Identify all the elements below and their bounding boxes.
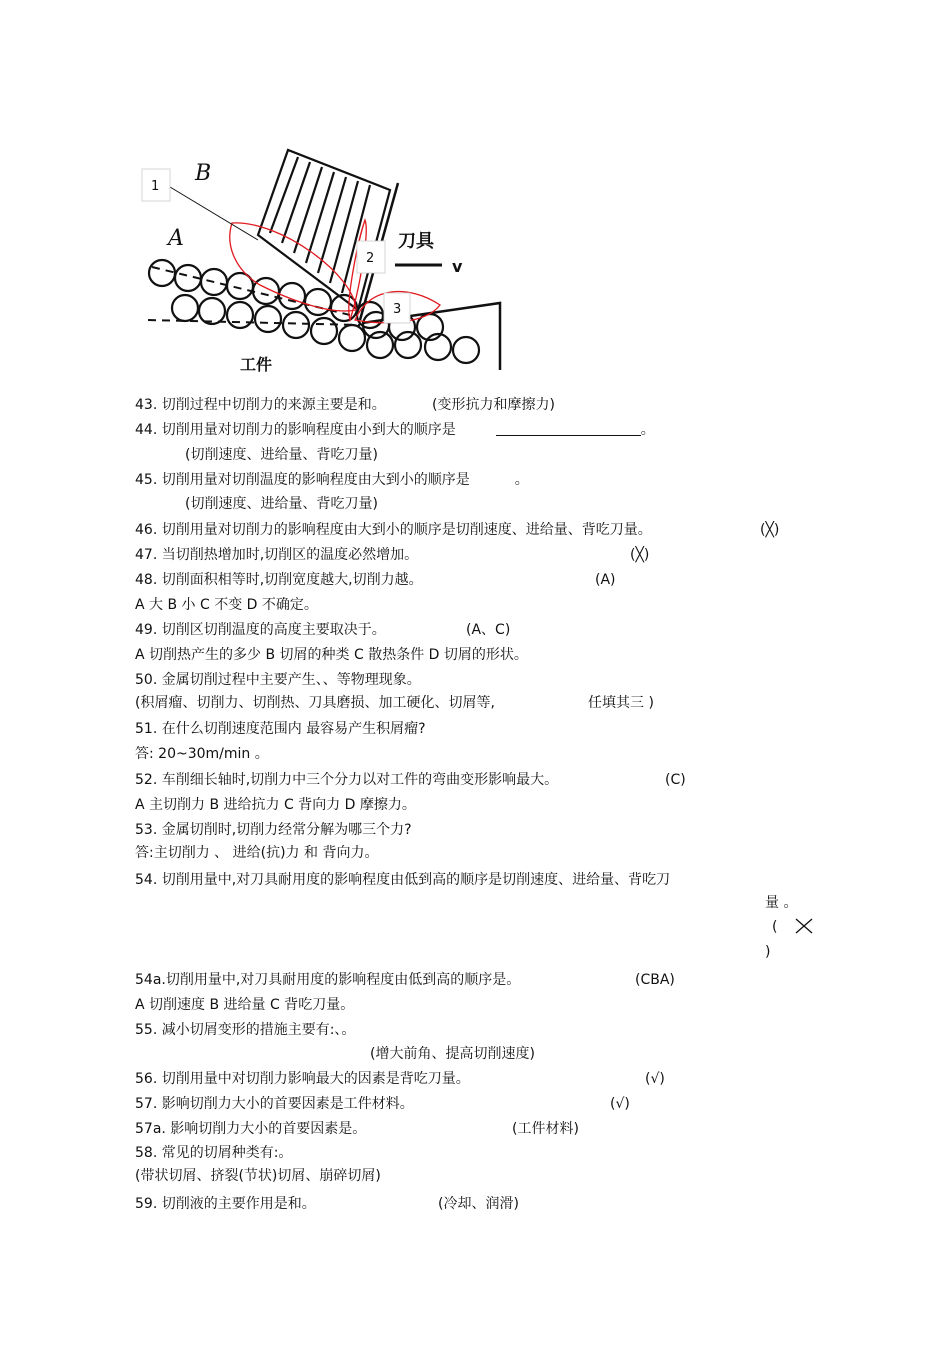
question-43: 43. 切削过程中切削力的来源主要是和。: [135, 397, 386, 413]
question-59: 59. 切削液的主要作用是和。: [135, 1196, 316, 1212]
answer-50-note: 任填其三 ): [588, 695, 654, 711]
answer-58: (带状切屑、挤裂(节状)切屑、崩碎切屑): [135, 1168, 381, 1184]
answer-45: (切削速度、进给量、背吃刀量): [185, 496, 378, 512]
tool-label: 刀具: [398, 231, 434, 252]
question-54a: 54a.切削用量中,对刀具耐用度的影响程度由低到高的顺序是。: [135, 972, 521, 988]
options-49: A 切削热产生的多少 B 切屑的种类 C 散热条件 D 切屑的形状。: [135, 647, 528, 663]
question-58: 58. 常见的切屑种类有:。: [135, 1145, 293, 1161]
answer-54a: (CBA): [635, 972, 675, 988]
answer-54-close: ): [765, 944, 771, 960]
question-44: 44. 切削用量对切削力的影响程度由小到大的顺序是 。: [135, 422, 655, 438]
question-50: 50. 金属切削过程中主要产生、、等物理现象。: [135, 672, 421, 688]
answer-blank: [496, 421, 641, 436]
cross-mark-icon: [794, 917, 814, 935]
cutting-diagram: [140, 145, 520, 385]
question-54: 54. 切削用量中,对刀具耐用度的影响程度由低到高的顺序是切削速度、进给量、背吃刀: [135, 872, 671, 888]
question-46: 46. 切削用量对切削力的影响程度由大到小的顺序是切削速度、进给量、背吃刀量。: [135, 522, 652, 538]
workpiece-grain: [149, 260, 479, 363]
answer-53: 答:主切削力 、 进给(抗)力 和 背向力。: [135, 845, 379, 861]
question-47: 47. 当切削热增加时,切削区的温度必然增加。: [135, 547, 419, 563]
work-label: 工件: [240, 355, 273, 374]
answer-43: (变形抗力和摩擦力): [432, 397, 555, 413]
answer-54-open: (: [772, 919, 778, 935]
answer-47: (╳): [630, 547, 650, 563]
svg-text:A: A: [168, 226, 184, 251]
answer-55: (增大前角、提高切削速度): [370, 1046, 535, 1062]
answer-51: 答: 20~30m/min 。: [135, 746, 269, 762]
question-55: 55. 减小切屑变形的措施主要有:、。: [135, 1022, 356, 1038]
answer-56: (√): [645, 1071, 665, 1087]
question-51: 51. 在什么切削速度范围内 最容易产生积屑瘤?: [135, 721, 426, 737]
options-52: A 主切削力 B 进给抗力 C 背向力 D 摩擦力。: [135, 797, 416, 813]
answer-59: (冷却、润滑): [438, 1196, 519, 1212]
question-57a: 57a. 影响切削力大小的首要因素是。: [135, 1121, 367, 1137]
answer-48: (A): [595, 572, 616, 588]
answer-57a: (工件材料): [512, 1121, 579, 1137]
answer-52: (C): [665, 772, 686, 788]
question-49: 49. 切削区切削温度的高度主要取决于。: [135, 622, 386, 638]
svg-text:B: B: [195, 161, 212, 186]
question-57: 57. 影响切削力大小的首要因素是工件材料。: [135, 1096, 414, 1112]
callout-1: 1: [151, 179, 160, 194]
answer-49: (A、C): [466, 622, 511, 638]
question-52: 52. 车削细长轴时,切削力中三个分力以对工件的弯曲变形影响最大。: [135, 772, 559, 788]
callout-3: 3: [393, 302, 402, 317]
question-54-cont: 量 。: [765, 895, 798, 911]
callout-2: 2: [366, 251, 375, 266]
answer-46: (╳): [760, 522, 780, 538]
question-45: 45. 切削用量对切削温度的影响程度由大到小的顺序是 。: [135, 472, 529, 488]
answer-50: (积屑瘤、切削力、切削热、刀具磨损、加工硬化、切屑等,: [135, 695, 495, 711]
options-54a: A 切削速度 B 进给量 C 背吃刀量。: [135, 997, 355, 1013]
v-label: v: [452, 257, 463, 276]
question-48: 48. 切削面积相等时,切削宽度越大,切削力越。: [135, 572, 423, 588]
cutting-tool: [360, 183, 500, 370]
answer-44: (切削速度、进给量、背吃刀量): [185, 447, 378, 463]
options-48: A 大 B 小 C 不变 D 不确定。: [135, 597, 318, 613]
question-56: 56. 切削用量中对切削力影响最大的因素是背吃刀量。: [135, 1071, 470, 1087]
answer-57: (√): [610, 1096, 630, 1112]
question-53: 53. 金属切削时,切削力经常分解为哪三个力?: [135, 822, 412, 838]
